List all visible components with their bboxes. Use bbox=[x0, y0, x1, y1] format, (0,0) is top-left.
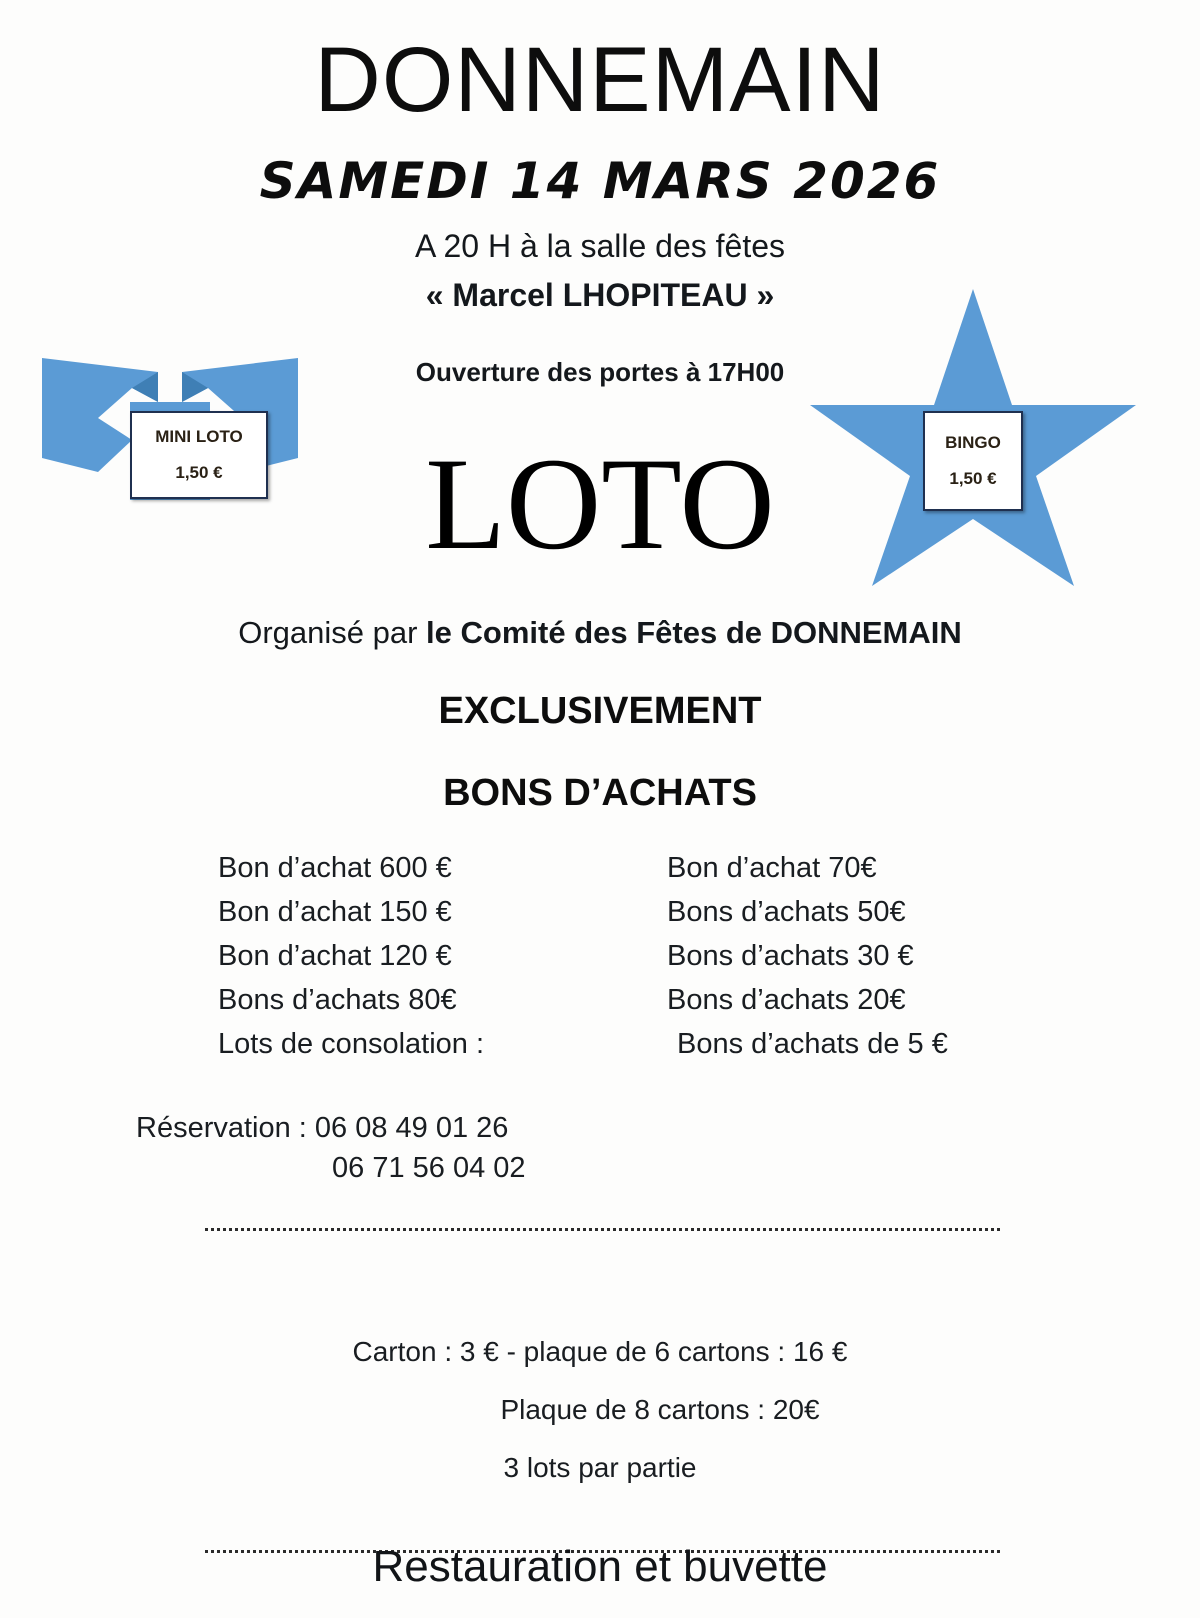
prize-item: Bons d’achats 20€ bbox=[667, 984, 906, 1016]
event-time-venue: A 20 H à la salle des fêtes bbox=[415, 228, 785, 264]
prize-item: Lots de consolation : bbox=[218, 1028, 485, 1060]
prize-column-left bbox=[218, 846, 484, 1066]
divider-top bbox=[205, 1228, 1000, 1231]
prize-item: Bons d’achats 50€ bbox=[667, 896, 906, 928]
prize-item: Bon d’achat 600 € bbox=[218, 852, 452, 884]
prize-item: Bons d’achats 30 € bbox=[667, 940, 914, 972]
catering-line: Restauration et buvette bbox=[372, 1542, 828, 1591]
prize-item: Bon d’achat 70€ bbox=[667, 852, 877, 884]
price-carton-line: Carton : 3 € - plaque de 6 cartons : 16 € bbox=[352, 1336, 848, 1367]
prize-column-right bbox=[667, 846, 948, 1066]
loto-headline: LOTO bbox=[425, 430, 775, 577]
prize-item: Bon d’achat 120 € bbox=[218, 940, 452, 972]
venue-name: « Marcel LHOPITEAU » bbox=[425, 277, 775, 313]
reservation-phone-2: 06 71 56 04 02 bbox=[332, 1152, 526, 1184]
lots-per-game-line: 3 lots par partie bbox=[503, 1452, 697, 1483]
doors-opening: Ouverture des portes à 17H00 bbox=[415, 357, 785, 387]
reservation-phone-1: Réservation : 06 08 49 01 26 bbox=[136, 1112, 509, 1144]
price-plaque8-line: Plaque de 8 cartons : 20€ bbox=[500, 1394, 820, 1425]
vouchers-heading: BONS D’ACHATS bbox=[443, 772, 757, 814]
page-title: DONNEMAIN bbox=[314, 29, 886, 131]
reservation-block bbox=[136, 1108, 526, 1188]
prize-item: Bon d’achat 150 € bbox=[218, 896, 452, 928]
bingo-label: BINGO bbox=[945, 433, 1001, 452]
exclusivity-heading: EXCLUSIVEMENT bbox=[438, 690, 762, 732]
bingo-price: 1,50 € bbox=[949, 469, 997, 488]
prize-item: Bons d’achats 80€ bbox=[218, 984, 457, 1016]
organiser-prefix: Organisé par bbox=[238, 615, 427, 650]
organiser-line bbox=[0, 615, 1200, 651]
prize-item: Bons d’achats de 5 € bbox=[677, 1028, 948, 1060]
mini-loto-price: 1,50 € bbox=[175, 463, 223, 482]
organiser-name: le Comité des Fêtes de DONNEMAIN bbox=[426, 615, 962, 650]
mini-loto-label: MINI LOTO bbox=[155, 427, 243, 446]
event-date: SAMEDI 14 MARS 2026 bbox=[259, 152, 941, 210]
